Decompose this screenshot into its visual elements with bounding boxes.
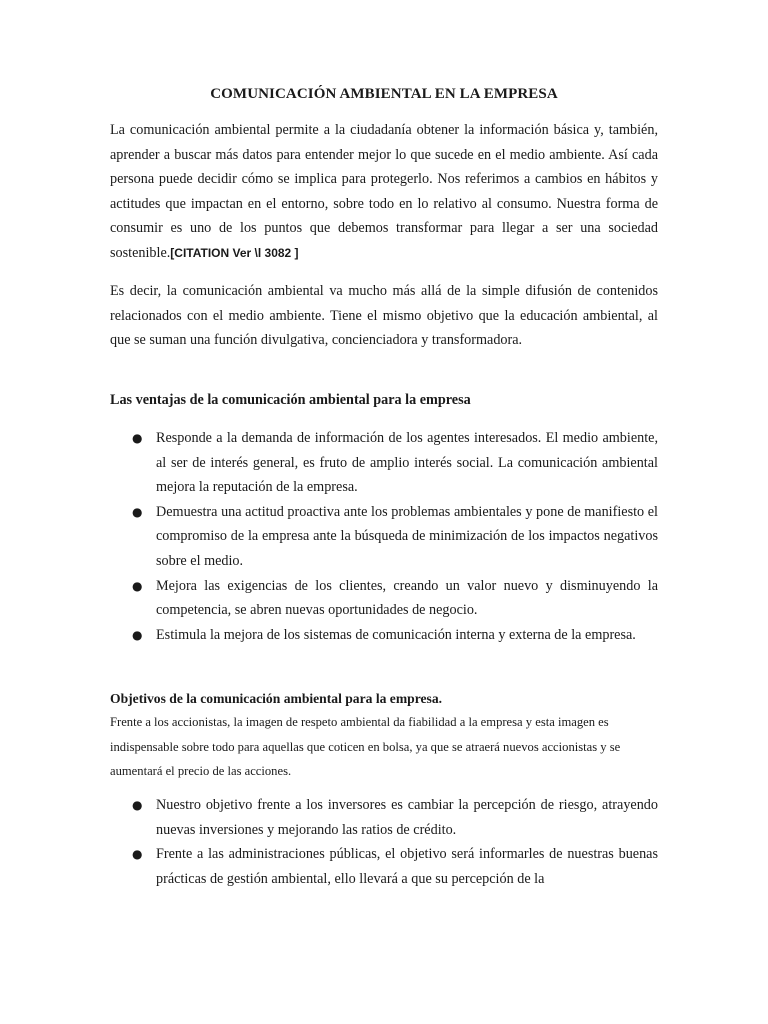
list-item-text: Responde a la demanda de información de los agentes interesados. El medio ambiente, al ser de interés general, es fruto de amplio interés social. La comunicación ambiental mejora la reputación de la empresa. [156,430,658,496]
list-item [110,500,658,574]
list-item-text: Mejora las exigencias de los clientes, creando un valor nuevo y disminuyendo la competencia, se abren nuevas oportunidades de negocio. [156,577,658,619]
section-heading-objetivos: Objetivos de la comunicación ambiental para la empresa. [110,691,443,706]
intro-paragraph [110,118,658,266]
list-item [110,623,658,648]
bullet-icon: ● [132,627,143,642]
bullet-icon: ● [132,847,143,862]
list-item [110,842,658,891]
section-heading-ventajas: Las ventajas de la comunicación ambiental para la empresa [110,392,471,408]
objetivos-paragraph: Frente a los accionistas, la imagen de respeto ambiental da fiabilidad a la empresa y esta imagen es indispensable sobre todo para aquellas que coticen en bolsa, ya que se atraerá nuevos accionistas y se aumentará el precio de las acciones. [110,715,621,778]
list-item-text: Demuestra una actitud proactiva ante los problemas ambientales y pone de manifiesto el compromiso de la empresa ante la búsqueda de minimización de los impactos negativos sobre el medio. [156,503,658,569]
bullet-icon: ● [132,578,143,593]
bullet-icon: ● [132,431,143,445]
objetivos-list [110,793,658,891]
intro-text: La comunicación ambiental permite a la ciudadanía obtener la información básica y, también, aprender a buscar más datos para entender mejor lo que sucede en el medio ambiente. Así cada persona puede decidir cómo se implica para protegerlo. Nos referimos a cambios en hábitos y actitudes que impactan en el entorno, sobre todo en lo relativo al consumo. Nuestra forma de consumir es uno de los puntos que debemos transformar para llegar a ser una sociedad sostenible. [110,122,658,261]
list-item-text: Nuestro objetivo frente a los inversores es cambiar la percepción de riesgo, atrayendo nuevas inversiones y mejorando las ratios de crédito. [156,797,658,838]
list-item [110,793,658,842]
ventajas-list [110,426,658,647]
list-item-text: Frente a las administraciones públicas, el objetivo será informarles de nuestras buenas prácticas de gestión ambiental, ello llevará a que su percepción de la [156,846,658,887]
list-item [110,426,658,500]
list-item [110,574,658,623]
citation-field: [CITATION Ver \l 3082 ] [170,245,299,260]
second-paragraph: Es decir, la comunicación ambiental va mucho más allá de la simple difusión de contenidos relacionados con el medio ambiente. Tiene el mismo objetivo que la educación ambiental, al que se suman una función divulgativa, concienciadora y transformadora. [110,283,658,349]
bullet-icon: ● [132,798,143,812]
bullet-icon: ● [132,504,143,519]
list-item-text: Estimula la mejora de los sistemas de comunicación interna y externa de la empresa. [156,626,636,643]
document-title: COMUNICACIÓN AMBIENTAL EN LA EMPRESA [210,86,558,102]
